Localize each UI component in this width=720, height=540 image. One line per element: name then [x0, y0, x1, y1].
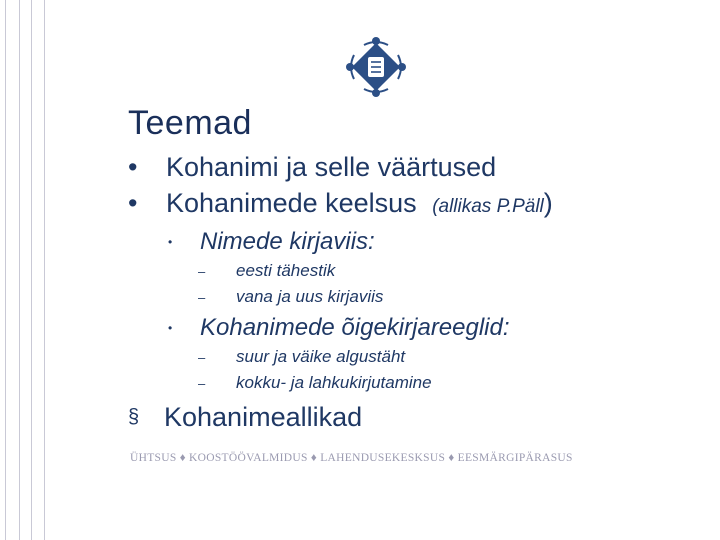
- bullet-dot-icon: •: [168, 321, 173, 335]
- bullet-dot-icon: •: [168, 235, 173, 249]
- dash-item-2: [198, 287, 383, 307]
- dash-item-2-text: vana ja uus kirjaviis: [236, 287, 384, 306]
- sub-bullet-item-2: [168, 314, 510, 342]
- bullet-item-1-text: Kohanimi ja selle väärtused: [166, 152, 497, 182]
- bullet-item-3-text: Kohanimeallikad: [164, 402, 363, 432]
- dash-item-4: [198, 373, 432, 393]
- bullet-item-3: [128, 402, 362, 433]
- dash-item-1-text: eesti tähestik: [236, 261, 336, 280]
- frame-line-1: [5, 0, 6, 540]
- sub-bullet-item-1-text: Nimede kirjaviis:: [200, 228, 375, 255]
- frame-line-3: [31, 0, 32, 540]
- bullet-item-1: [128, 152, 496, 183]
- coat-of-arms-emblem-icon: [344, 35, 408, 99]
- source-note-close: ): [543, 188, 553, 218]
- slide-title: Teemad: [128, 104, 252, 142]
- dash-icon: –: [198, 376, 206, 391]
- bullet-item-2-text: Kohanimede keelsus: [166, 188, 417, 218]
- dash-item-3: [198, 347, 405, 367]
- section-sign-icon: §: [128, 406, 140, 428]
- dash-item-4-text: kokku- ja lahkukirjutamine: [236, 373, 432, 392]
- sub-bullet-item-1: [168, 228, 375, 256]
- frame-line-4: [44, 0, 45, 540]
- bullet-dot-icon: •: [128, 188, 138, 218]
- dash-item-1: [198, 261, 335, 281]
- source-note: (allikas P.Päll: [432, 196, 544, 217]
- dash-icon: –: [198, 350, 206, 365]
- dash-icon: –: [198, 264, 206, 279]
- dash-icon: –: [198, 290, 206, 305]
- bullet-dot-icon: •: [128, 152, 138, 182]
- dash-item-3-text: suur ja väike algustäht: [236, 347, 406, 366]
- footer-slogan: ÜHTSUS ♦ KOOSTÖÖVALMIDUS ♦ LAHENDUSEKESKSUS ♦ EESMÄRGIPÄRASUS: [130, 452, 573, 464]
- frame-line-2: [19, 0, 20, 540]
- bullet-item-2: [128, 188, 553, 219]
- sub-bullet-item-2-text: Kohanimede õigekirjareeglid:: [200, 314, 510, 341]
